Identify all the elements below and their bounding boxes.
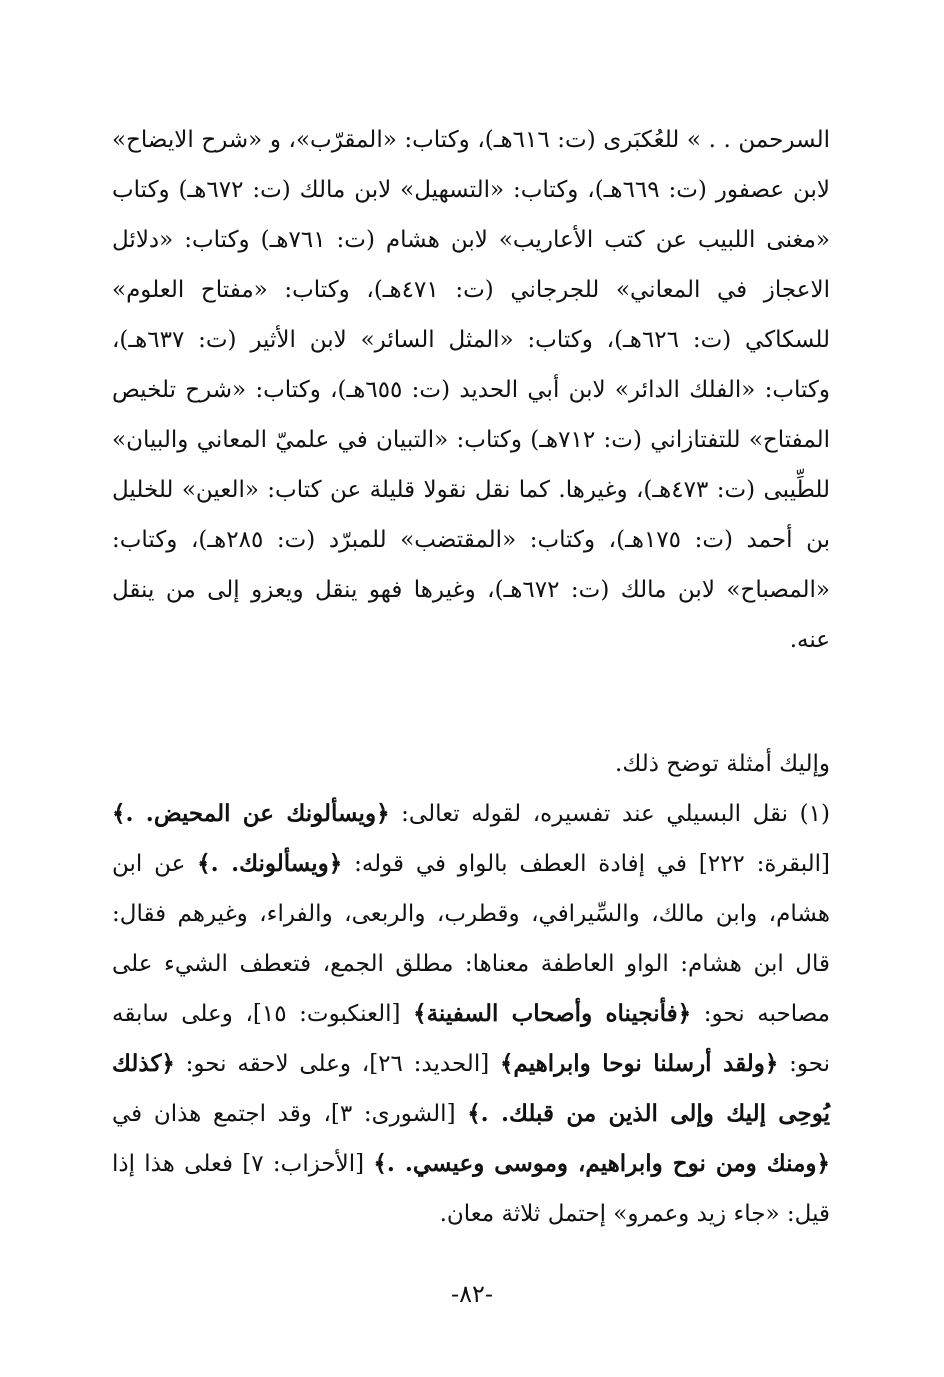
- paragraph-text-segment: [الحديد: ٢٦]، وعلى لاحقه نحو:: [174, 1051, 500, 1077]
- quran-verse: ﴿فأنجيناه وأصحاب السفينة﴾: [413, 1000, 692, 1027]
- paragraph-text-segment: [البقرة: ٢٢٢] في إفادة العطف بالواو في قوله:: [342, 851, 831, 877]
- page-number: -٨٢-: [451, 1280, 493, 1308]
- quran-verse: ﴿ولقد أرسلنا نوحا وابراهيم﴾: [499, 1050, 779, 1077]
- paragraph-text-segment: [الشورى: ٣]، وقد اجتمع هذان في: [112, 1101, 468, 1127]
- paragraph-text-segment: [العنكبوت: ١٥]، وعلى سابقه نحو:: [112, 1001, 830, 1077]
- paragraph-sources: السرحمن . . » للعُكبَرى (ت: ٦١٦هـ)، وكتاب: «المقرّب»، و «شرح الايضاح» لابن عصفور (ت: ٦٦٩هـ)، وكتاب: «التسهيل» لابن مالك (ت: ٦٧٢هـ) وكتاب «مغنى اللبيب عن كتب الأعاريب» لابن هشام (ت: ٧٦١هـ) وكتاب: «دلائل الاعجاز في المعاني» للجرجاني (ت: ٤٧١هـ)، وكتاب: «مفتاح العلوم» للسكاكي (ت: ٦٢٦هـ)، وكتاب: «المثل السائر» لابن الأثير (ت: ٦٣٧هـ)، وكتاب: «الفلك الدائر» لابن أبي الحديد (ت: ٦٥٥هـ)، وكتاب: «شرح تلخيص المفتاح» للتفتازاني (ت: ٧١٢هـ) وكتاب: «التبيان في علميّ المعاني والبيان» للطِّيبى (ت: ٤٧٣هـ)، وغيرها. كما نقل نقولا قليلة عن كتاب: «العين» للخليل بن أحمد (ت: ١٧٥هـ)، وكتاب: «المقتضب» للمبرّد (ت: ٢٨٥هـ)، وكتاب: «المصباح» لابن مالك (ت: ٦٧٢هـ)، وغيرها فهو ينقل ويعزو إلى من ينقل عنه.: [112, 127, 831, 653]
- quran-verse: ﴿كذلك يُوحِى إليك وإلى الذين من قبلك. .﴾: [112, 1050, 830, 1127]
- paragraph-text-segment: [الأحزاب: ٧] فعلى هذا إذا قيل: «جاء زيد وعمرو» إحتمل ثلاثة معان.: [112, 1151, 830, 1227]
- paragraph-text-segment: عن ابن هشام، وابن مالك، والسِّيرافي، وقطرب، والربعى، والفراء، وغيرهم فقال: قال ابن هشام: الواو العاطفة معناها: مطلق الجمع، فتعطف الشيء على مصاحبه نحو:: [112, 851, 830, 1027]
- quran-verse: ﴿ويسألونك عن المحيض. .﴾: [112, 800, 390, 827]
- paragraph-text-segment: (١) نقل البسيلي عند تفسيره، لقوله تعالى:: [389, 801, 830, 827]
- quran-verse: ﴿ويسألونك. .﴾: [197, 850, 343, 877]
- quran-verse: ﴿ومنك ومن نوح وابراهيم، وموسى وعيسي. .﴾: [373, 1150, 830, 1177]
- paragraph-example-1: [112, 789, 830, 1239]
- paragraph-intro-examples: وإليك أمثلة توضح ذلك.: [615, 751, 830, 777]
